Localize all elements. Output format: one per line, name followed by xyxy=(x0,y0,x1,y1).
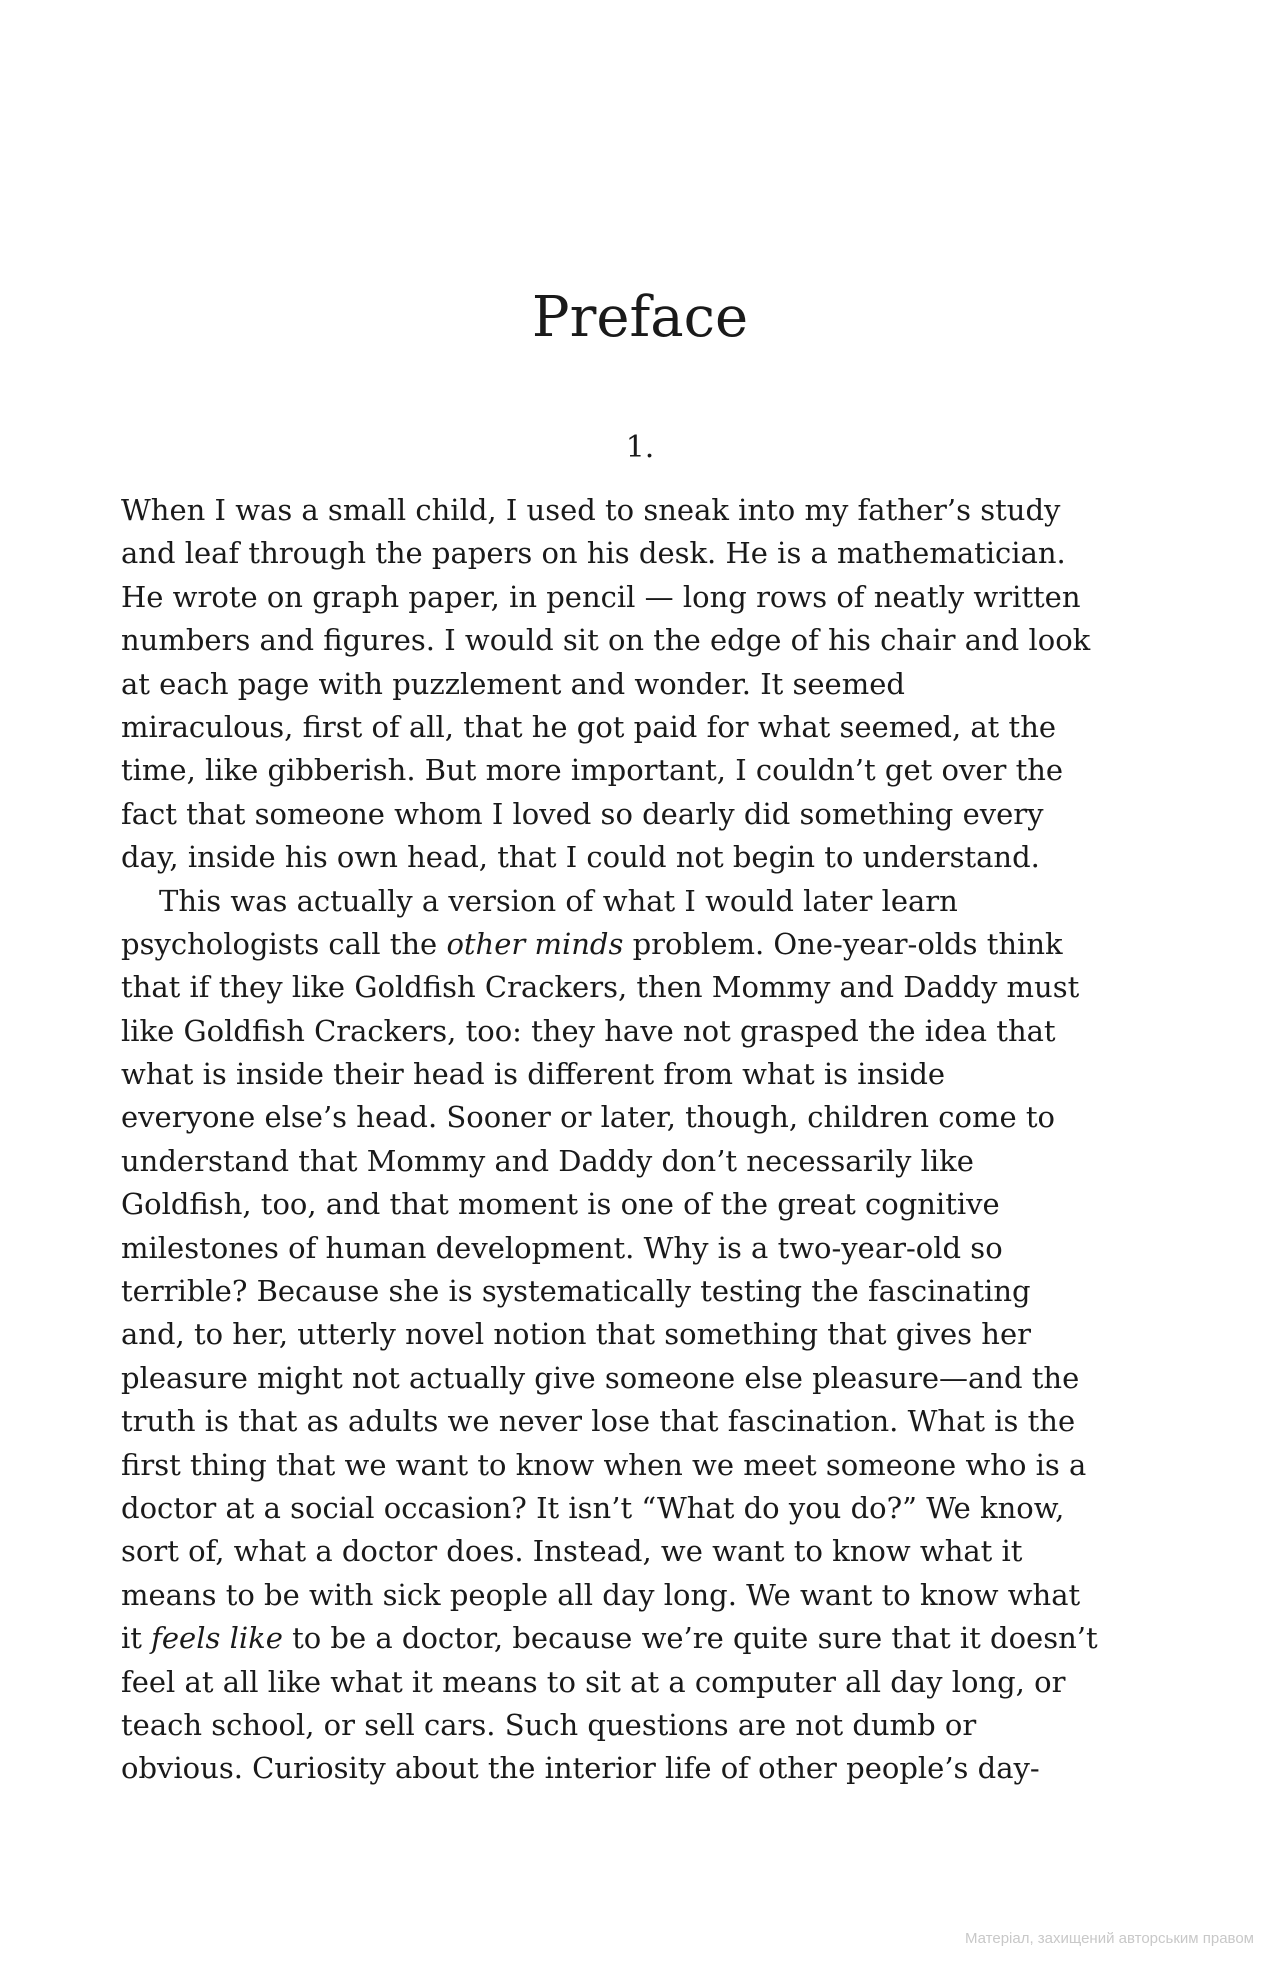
text-line: understand that Mommy and Daddy don’t necessarily like xyxy=(121,1143,974,1178)
text-line: everyone else’s head. Sooner or later, though, children come to xyxy=(121,1100,1055,1135)
body-text xyxy=(121,489,1181,1791)
text-line: teach school, or sell cars. Such questions are not dumb or xyxy=(121,1707,977,1742)
text-line: like Goldfish Crackers, too: they have not grasped the idea that xyxy=(121,1013,1056,1048)
text-line: This was actually a version of what I would later learn xyxy=(159,883,958,918)
text-line: sort of, what a doctor does. Instead, we want to know what it xyxy=(121,1534,1023,1569)
text-line: psychologists call the other minds problem. One-year-olds think xyxy=(121,926,1063,961)
text-line: miraculous, first of all, that he got paid for what seemed, at the xyxy=(121,709,1057,744)
text-line: When I was a small child, I used to sneak into my father’s study xyxy=(121,493,1061,527)
section-number: 1. xyxy=(625,430,655,465)
text-line: means to be with sick people all day long. We want to know what xyxy=(121,1577,1081,1612)
text-line: Goldfish, too, and that moment is one of the great cognitive xyxy=(121,1187,1000,1222)
text-line: terrible? Because she is systematically testing the fascinating xyxy=(121,1274,1031,1309)
text-line: it feels like to be a doctor, because we’re quite sure that it doesn’t xyxy=(121,1621,1098,1656)
text-line: milestones of human development. Why is a two-year-old so xyxy=(121,1230,1003,1265)
emphasis: other minds xyxy=(446,926,624,961)
text-line: numbers and figures. I would sit on the edge of his chair and look xyxy=(121,623,1091,658)
text-line: what is inside their head is different from what is inside xyxy=(121,1057,946,1092)
text-line: feel at all like what it means to sit at a computer all day long, or xyxy=(121,1664,1066,1699)
emphasis: feels like xyxy=(151,1621,283,1656)
text-line: at each page with puzzlement and wonder. It seemed xyxy=(121,666,905,701)
text-line: day, inside his own head, that I could not begin to understand. xyxy=(121,840,1040,875)
text-line: He wrote on graph paper, in pencil — long rows of neatly written xyxy=(121,579,1081,614)
text-line: and, to her, utterly novel notion that something that gives her xyxy=(121,1317,1031,1352)
text-line: obvious. Curiosity about the interior life of other people’s day- xyxy=(121,1751,1040,1786)
copyright-watermark: Матеріал, захищений авторським правом xyxy=(964,1930,1254,1947)
chapter-title: Preface xyxy=(531,285,749,350)
text-line: time, like gibberish. But more important, I couldn’t get over the xyxy=(121,753,1064,788)
text-line: and leaf through the papers on his desk. He is a mathematician. xyxy=(121,536,1066,571)
text-line: pleasure might not actually give someone else pleasure—and the xyxy=(121,1360,1080,1395)
paragraph-1 xyxy=(121,489,1181,880)
text-line: first thing that we want to know when we meet someone who is a xyxy=(121,1447,1087,1482)
text-line: truth is that as adults we never lose that fascination. What is the xyxy=(121,1404,1076,1439)
paragraph-2 xyxy=(121,880,1181,1791)
text-line: fact that someone whom I loved so dearly did something every xyxy=(121,796,1044,831)
text-line: that if they like Goldfish Crackers, then Mommy and Daddy must xyxy=(121,970,1080,1005)
text-line: doctor at a social occasion? It isn’t “What do you do?” We know, xyxy=(121,1490,1065,1525)
